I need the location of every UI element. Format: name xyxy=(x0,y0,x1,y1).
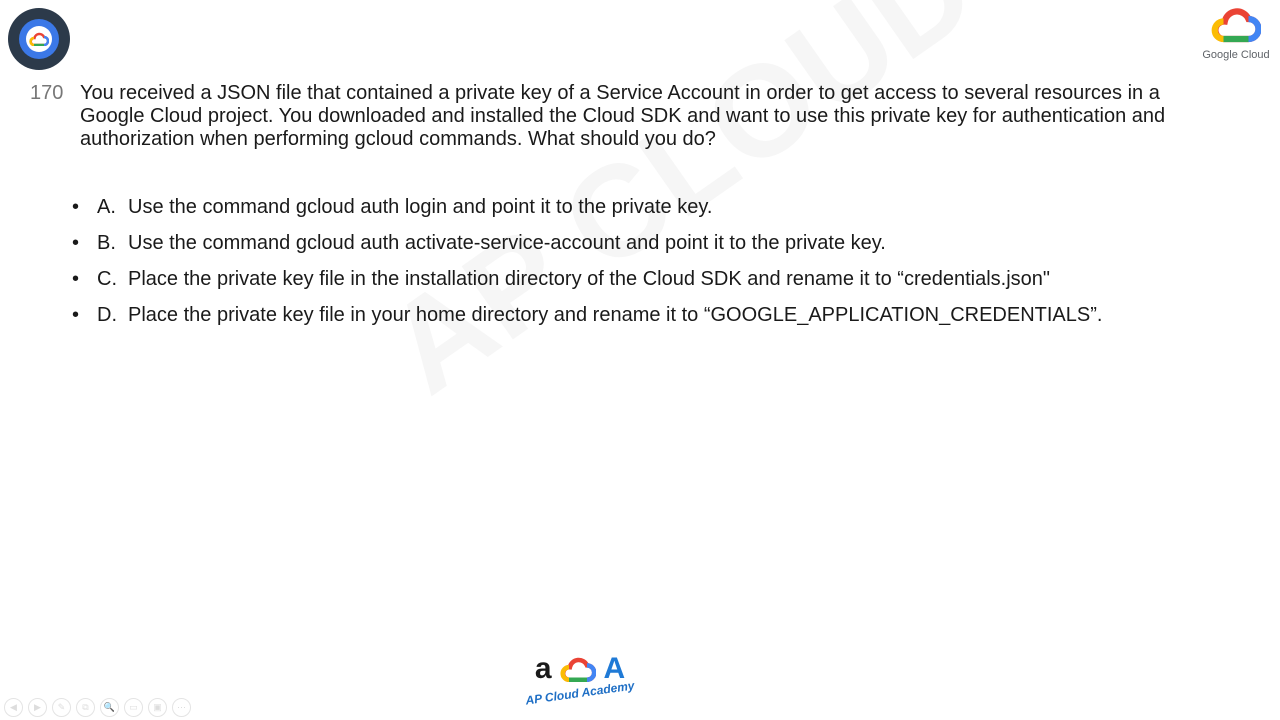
option-text: Place the private key file in your home directory and rename it to “GOOGLE_APPLICATION_CREDENTIALS”. xyxy=(128,304,1103,326)
question-number: 170 xyxy=(30,82,64,104)
question-text: You received a JSON file that contained a private key of a Service Account in order to get access to several resources in a Google Cloud project. You downloaded and installed the Cloud SDK and want to use this private key for authentication and authorization when performing gcloud commands. What should you do? xyxy=(80,82,1166,150)
option-c: • C. Place the private key file in the installation directory of the Cloud SDK and rename it to “credentials.json" xyxy=(72,268,1102,304)
certification-badge xyxy=(8,8,70,70)
amazon-icon: a xyxy=(534,652,552,685)
option-text: Place the private key file in the installation directory of the Cloud SDK and rename it to “credentials.json" xyxy=(128,268,1051,290)
previous-icon[interactable]: ◀ xyxy=(4,698,23,717)
zoom-icon[interactable]: 🔍 xyxy=(100,698,119,717)
more-icon[interactable]: ⋯ xyxy=(172,698,191,717)
option-letter: C. xyxy=(97,268,117,290)
google-cloud-icon xyxy=(1211,4,1261,44)
option-letter: D. xyxy=(97,304,117,326)
screen-icon[interactable]: ▣ xyxy=(148,698,167,717)
option-letter: A. xyxy=(97,196,116,218)
academy-name: AP Cloud Academy xyxy=(524,678,636,708)
option-letter: B. xyxy=(97,232,116,254)
azure-icon: A xyxy=(603,652,626,685)
option-text: Use the command gcloud auth login and point it to the private key. xyxy=(128,196,713,218)
academy-logo xyxy=(520,652,640,708)
option-b: • B. Use the command gcloud auth activate-service-account and point it to the private key. xyxy=(72,232,1102,268)
option-d: • D. Place the private key file in your home directory and rename it to “GOOGLE_APPLICATION_CREDENTIALS”. xyxy=(72,304,1102,340)
answer-options xyxy=(72,196,1102,340)
pen-icon[interactable]: ✎ xyxy=(52,698,71,717)
google-cloud-label: Google Cloud xyxy=(1202,49,1270,61)
next-icon[interactable]: ▶ xyxy=(28,698,47,717)
option-a: • A. Use the command gcloud auth login and point it to the private key. xyxy=(72,196,1102,232)
subtitles-icon[interactable]: ▭ xyxy=(124,698,143,717)
google-cloud-icon xyxy=(560,656,596,682)
cloud-icon xyxy=(29,32,49,46)
option-text: Use the command gcloud auth activate-service-account and point it to the private key. xyxy=(128,232,886,254)
google-cloud-logo xyxy=(1200,4,1272,61)
slide-toolbar xyxy=(4,698,191,717)
slides-icon[interactable]: ⧉ xyxy=(76,698,95,717)
